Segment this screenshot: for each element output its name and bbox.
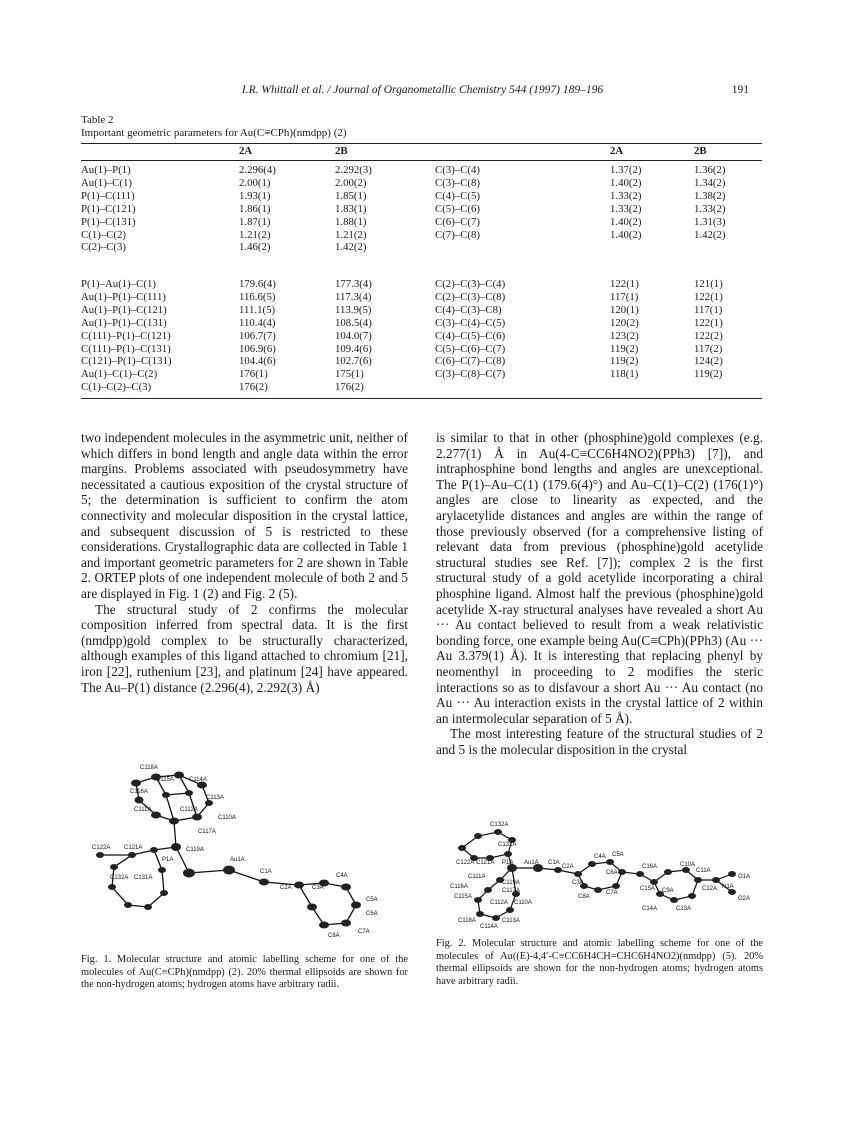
col-header (81, 145, 239, 158)
parameter-label: C(4)–C(5) (435, 189, 480, 202)
atom-label: C11A (696, 868, 711, 874)
table-row (81, 190, 762, 203)
figure-1-caption (81, 954, 408, 992)
parameter-label: Au(1)–C(1)–C(2) (81, 368, 158, 381)
parameter-value: 1.42(2) (335, 241, 367, 254)
parameter-label: C(5)–C(6)–C(7) (435, 342, 506, 355)
parameter-label: Au(1)–C(1) (81, 176, 132, 189)
table-top-rule (81, 143, 762, 144)
journal-citation: I.R. Whittall et al. / Journal of Organometallic Chemistry 544 (1997) 189–196 (241, 84, 604, 96)
parameter-label: P(1)–C(121) (81, 202, 136, 215)
table-row (81, 164, 762, 177)
table-label: Table 2 (81, 114, 114, 126)
parameter-value: 177.3(4) (335, 278, 372, 290)
figure-1-ortep (84, 755, 404, 945)
atom-label: C6A (366, 911, 378, 917)
col-header: 2A (239, 145, 253, 157)
parameter-value: 1.31(3) (694, 215, 726, 228)
parameter-label: Au(1)–P(1)–C(121) (81, 303, 167, 316)
paragraph: two independent molecules in the asymmetric unit, neither of which differs in bond length and angle data within the error margins. Problems associated with pseudosymmetry have necessitated a cautious exposition of the crystal structure of 5; the determination is sufficient to confirm the atom connectivity and molecular disposition in the crystal lattice, and subsequent discussion of 5 is restricted to these considerations. Crystallographic data are collected in Table 1 and important geometric parameters for 2 are shown in Table 2. ORTEP plots of one independent molecule of both 2 and 5 are displayed in Fig. 1 (2) and Fig. 2 (5). (81, 430, 408, 601)
table-row (81, 368, 762, 381)
atom-label: C114A (480, 924, 498, 930)
table-row (81, 229, 762, 242)
parameter-value: 109.4(6) (335, 342, 372, 355)
parameter-value (694, 241, 762, 254)
parameter-value (694, 381, 762, 394)
parameter-value: 119(2) (610, 342, 639, 355)
atom-label: C110A (514, 900, 532, 906)
parameter-label (435, 381, 610, 394)
parameter-label: Au(1)–P(1)–C(111) (81, 290, 166, 303)
atom-label: C122A (92, 845, 111, 851)
table-row (81, 241, 762, 254)
atom-label: C13A (676, 906, 692, 912)
parameter-label: C(111)–P(1)–C(121) (81, 329, 171, 342)
table-bottom-rule (81, 398, 762, 399)
parameter-value: 117(1) (694, 303, 723, 316)
atom-label: C119A (502, 880, 520, 886)
parameter-value: 176(2) (335, 381, 364, 394)
parameter-label: Au(1)–P(1) (81, 164, 131, 176)
atom-label: C117A (198, 829, 216, 835)
table-row (81, 203, 762, 216)
atom-label: P1A (162, 857, 174, 863)
parameter-label: C(3)–C(8) (435, 176, 480, 189)
parameter-value: 176(1) (239, 368, 268, 381)
table-caption (81, 114, 761, 140)
parameter-value: 122(2) (694, 329, 723, 342)
bond-angles-table (81, 278, 762, 394)
parameter-value: 1.40(2) (610, 176, 642, 189)
atom-label: C111A (468, 874, 486, 880)
parameter-value: 1.33(2) (610, 189, 642, 202)
parameter-label: C(3)–C(8)–C(7) (435, 368, 506, 381)
parameter-value: 176(2) (239, 381, 268, 394)
atom-label: C115A (156, 777, 174, 783)
table-row (81, 216, 762, 229)
parameter-value: 113.9(5) (335, 303, 372, 316)
table-title: Important geometric parameters for Au(C≡CPh)(nmdpp) (2) (81, 127, 347, 139)
parameter-value: 1.33(2) (610, 202, 642, 215)
parameter-value: 1.83(1) (335, 202, 367, 215)
atom-label: C9A (662, 888, 674, 894)
left-column (81, 430, 408, 695)
parameter-label: C(2)–C(3)–C(8) (435, 290, 506, 303)
caption-text: Fig. 1. Molecular structure and atomic labelling scheme for one of the molecules of Au(C≡CPh)(nmdpp) (2). 20% thermal ellipsoids are shown for the non-hydrogen atoms; hydrogen atoms have arbitrary radii. (81, 954, 408, 991)
atom-label: C12A (702, 886, 718, 892)
parameter-value: 106.9(6) (239, 342, 276, 355)
atom-label: C1A (260, 869, 272, 875)
atom-label: C110A (218, 815, 236, 821)
col-header (435, 145, 610, 158)
atom-label: C2A (280, 885, 292, 891)
atom-label: C114A (189, 777, 207, 783)
atom-label: C115A (454, 894, 472, 900)
parameter-value: 119(2) (610, 355, 639, 368)
figure-2-ortep (440, 818, 762, 930)
atom-label: C122A (456, 860, 475, 866)
col-header: 2B (694, 145, 707, 157)
parameter-value: 120(1) (610, 303, 639, 316)
atom-label: C118A (140, 765, 158, 771)
atom-label: N1A (722, 884, 734, 890)
paragraph: The most interesting feature of the structural studies of 2 and 5 is the molecular disposition in the crystal (436, 726, 763, 757)
atom-label: C15A (640, 886, 656, 892)
parameter-value: 1.37(2) (610, 164, 642, 176)
running-header (0, 84, 845, 100)
caption-text: Fig. 2. Molecular structure and atomic labelling scheme for one of the molecules of Au((E)-4,4′-C≡CC6H4CH=CHC6H4NO2)(nmdpp) (5). 20% thermal ellipsoids are shown for the non-hydrogen atoms; hydrogen atoms have arbitrary radii. (436, 938, 763, 987)
atom-label: C119A (186, 847, 204, 853)
parameter-value: 1.46(2) (239, 241, 271, 254)
parameter-value: 117.3(4) (335, 290, 372, 303)
atom-label: C131A (134, 875, 153, 881)
parameter-label (435, 241, 610, 254)
atom-label: C121A (124, 845, 143, 851)
parameter-value: 122(1) (694, 316, 723, 329)
parameter-label: C(6)–C(7) (435, 215, 480, 228)
atom-label: Au1A (524, 860, 539, 866)
atom-label: C5A (366, 897, 378, 903)
parameter-value (610, 381, 694, 394)
parameter-value: 2.292(3) (335, 164, 372, 176)
atom-label: C116A (130, 789, 148, 795)
parameter-value: 1.21(2) (335, 228, 367, 241)
parameter-value: 116.6(5) (239, 290, 276, 303)
parameter-value: 124(2) (694, 355, 723, 368)
atom-label: C3A (312, 885, 324, 891)
atom-label: C131A (498, 842, 517, 848)
atom-label: C117A (502, 888, 520, 894)
atom-label: P1A (502, 860, 514, 866)
parameter-value: 118(1) (610, 368, 639, 381)
atom-label: C4A (594, 854, 606, 860)
atom-label: C5A (612, 852, 624, 858)
atom-label: C1A (548, 860, 560, 866)
table-row (81, 291, 762, 304)
col-header: 2A (610, 145, 624, 157)
atom-label: C132A (490, 822, 509, 828)
parameter-value: 1.86(1) (239, 202, 271, 215)
paragraph: is similar to that in other (phosphine)gold complexes (e.g. 2.277(1) Å in Au(4-C≡CC6H4NO2)(PPh3) [7]), and intraphosphine bond lengths and angles are unexceptional. The P(1)–Au–C(1) (179.6(4)°) and Au–C(1)–C(2) (176(1)°) angles are close to linearity as expected, and the arylacetylide distances and angles are within the range of those previously observed (for a comprehensive listing of relevant data from previous (phosphine)gold acetylide structural studies see Ref. [7]); complex 2 is the first structural study of a gold acetylide incorporating a chiral phosphine ligand. Almost half the previous (phosphine)gold acetylide X-ray structural analyses have revealed a short Au ··· Au contact believed to result from a weak relativistic bonding force, one example being Au(C≡CPh)(PPh3) (Au ··· Au 3.379(1) Å). It is interesting that replacing phenyl by neomenthyl in proceeding to 2 modifies the steric interactions so as to disfavour a short Au ··· Au contact (no Au ··· Au interaction exists in the crystal lattice of 2 within an intermolecular separation of 5 Å). (436, 430, 763, 726)
figure-1-atom-labels (92, 765, 378, 939)
parameter-value: 106.7(7) (239, 329, 276, 342)
table-row (81, 177, 762, 190)
parameter-label: C(111)–P(1)–C(131) (81, 342, 171, 355)
parameter-value: 1.85(1) (335, 189, 367, 202)
parameter-value: 175(1) (335, 368, 364, 381)
atom-label: C3A (572, 880, 584, 886)
parameter-value: 1.34(2) (694, 176, 726, 189)
parameter-label: C(3)–C(4) (435, 164, 480, 176)
parameter-value: 104.0(7) (335, 329, 372, 342)
parameter-value: 122(1) (610, 278, 639, 290)
parameter-value: 2.00(1) (239, 176, 271, 189)
atom-label: C113A (502, 918, 520, 924)
table-row (81, 304, 762, 317)
table-header-rule (81, 160, 762, 161)
atom-label: C7A (358, 929, 370, 935)
atom-label: O1A (738, 874, 751, 880)
parameter-label: C(3)–C(4)–C(5) (435, 316, 506, 329)
parameter-label: C(7)–C(8) (435, 228, 480, 241)
parameter-label: C(1)–C(2)–C(3) (81, 381, 152, 394)
parameter-value: 122(1) (694, 290, 723, 303)
parameter-label: C(2)–C(3)–C(4) (435, 278, 506, 290)
parameter-label: C(121)–P(1)–C(131) (81, 355, 172, 368)
parameter-value: 108.5(4) (335, 316, 372, 329)
page-number: 191 (731, 84, 749, 96)
right-column (436, 430, 763, 757)
atom-label: C16A (642, 864, 658, 870)
parameter-value: 121(1) (694, 278, 723, 290)
parameter-label: C(1)–C(2) (81, 228, 126, 241)
bond-lengths-table (81, 164, 762, 254)
parameter-value: 1.87(1) (239, 215, 271, 228)
parameter-label: C(4)–C(5)–C(6) (435, 329, 506, 342)
parameter-label: C(2)–C(3) (81, 241, 126, 254)
figure-2-caption (436, 938, 763, 988)
atom-label: C132A (110, 875, 129, 881)
atom-label: C6A (606, 870, 618, 876)
parameter-value: 2.296(4) (239, 164, 276, 176)
parameter-value: 1.38(2) (694, 189, 726, 202)
table-row (81, 381, 762, 394)
table-row (81, 330, 762, 343)
parameter-label: P(1)–Au(1)–C(1) (81, 278, 156, 290)
parameter-value: 1.33(2) (694, 202, 726, 215)
paragraph: The structural study of 2 confirms the molecular composition inferred from spectral data. It is the first (nmdpp)gold complex to be structurally characterized, although examples of this ligand attached to chromium [21], iron [22], ruthenium [23], and platinum [24] have appeared. The Au–P(1) distance (2.296(4), 2.292(3) Å) (81, 601, 408, 695)
table-row (81, 343, 762, 356)
parameter-value: 179.6(4) (239, 278, 276, 290)
parameter-value: 1.93(1) (239, 189, 271, 202)
atom-label: C111A (134, 807, 152, 813)
parameter-value: 1.88(1) (335, 215, 367, 228)
atom-label: C116A (450, 884, 468, 890)
parameter-label: C(6)–C(7)–C(8) (435, 355, 506, 368)
parameter-value: 123(2) (610, 329, 639, 342)
parameter-value (610, 241, 694, 254)
atom-label: C14A (642, 906, 658, 912)
parameter-label: Au(1)–P(1)–C(131) (81, 316, 167, 329)
atom-label: C121A (476, 860, 495, 866)
atom-label: C8A (328, 933, 340, 939)
parameter-value: 1.40(2) (610, 228, 642, 241)
parameter-value: 110.4(4) (239, 316, 276, 329)
parameter-label: P(1)–C(111) (81, 189, 135, 202)
atom-label: C2A (562, 864, 574, 870)
table-row (81, 317, 762, 330)
atom-label: C118A (458, 918, 476, 924)
parameter-value: 1.21(2) (239, 228, 271, 241)
atom-label: C8A (578, 894, 590, 900)
atom-label: C112A (490, 900, 508, 906)
parameter-value: 1.42(2) (694, 228, 726, 241)
parameter-value: 120(2) (610, 316, 639, 329)
parameter-value: 104.4(6) (239, 355, 276, 368)
parameter-value: 102.7(6) (335, 355, 372, 368)
atom-label: C4A (336, 873, 348, 879)
atom-label: C113A (206, 795, 224, 801)
parameter-label: C(5)–C(6) (435, 202, 480, 215)
table-row (81, 278, 762, 291)
atom-label: Au1A (230, 857, 245, 863)
parameter-value: 119(2) (694, 368, 723, 381)
parameter-value: 2.00(2) (335, 176, 367, 189)
figure-2-atom-labels (450, 822, 750, 930)
parameter-label: C(4)–C(3)–C8) (435, 303, 502, 316)
table-row (81, 355, 762, 368)
col-header: 2B (335, 145, 348, 157)
parameter-value: 111.1(5) (239, 303, 276, 316)
table-header (81, 145, 762, 158)
parameter-value: 1.40(2) (610, 215, 642, 228)
atom-label: C10A (680, 862, 696, 868)
atom-label: O2A (738, 896, 751, 902)
parameter-value: 117(2) (694, 342, 723, 355)
atom-label: C112A (180, 807, 198, 813)
parameter-value: 1.36(2) (694, 164, 726, 176)
parameter-label: P(1)–C(131) (81, 215, 136, 228)
parameter-value: 117(1) (610, 290, 639, 303)
atom-label: C7A (606, 890, 618, 896)
